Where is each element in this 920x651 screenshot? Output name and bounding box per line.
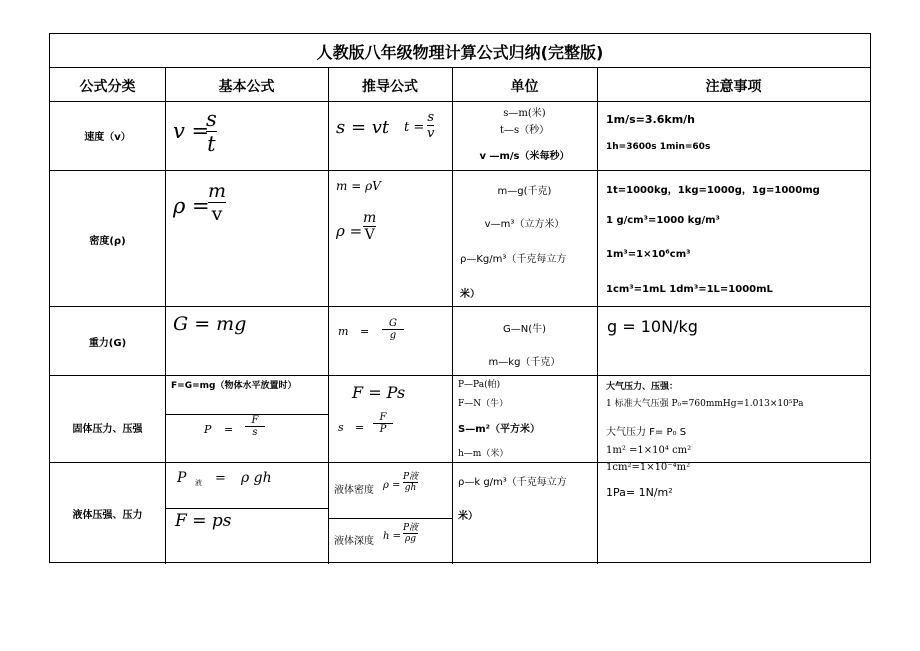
speed-derived-2-lhs: t = bbox=[404, 120, 425, 135]
density-basic-num: m bbox=[208, 180, 227, 202]
liquid-basic-eq: = bbox=[215, 471, 226, 486]
gravity-derived-eq: = bbox=[360, 325, 370, 338]
header-notes: 注意事项 bbox=[705, 79, 762, 95]
speed-derived-1: s = vt bbox=[336, 117, 390, 138]
density-derived-2-num: m bbox=[363, 210, 377, 226]
page-title: 人教版八年级物理计算公式归纳(完整版) bbox=[316, 43, 604, 62]
liquid-derived-1-num: P液 bbox=[403, 472, 419, 482]
gravity-unit-2: m—kg（千克） bbox=[488, 357, 561, 368]
speed-derived-2-den: v bbox=[427, 126, 435, 141]
category-density: 密度(ρ) bbox=[89, 236, 126, 247]
gravity-unit-1: G—N(牛) bbox=[502, 324, 547, 335]
liquid-derived-2-lhs: h = bbox=[383, 531, 401, 542]
row-divider bbox=[50, 101, 870, 102]
row-divider bbox=[50, 375, 870, 376]
solid-basic-fraction bbox=[245, 415, 265, 438]
liquid-derived-1-den: gh bbox=[404, 483, 417, 493]
solid-unit-1: P—Pa(帕) bbox=[458, 380, 501, 390]
liquid-basic-rhs: ρ gh bbox=[241, 470, 272, 486]
liquid-derived-2-label: 液体深度 bbox=[334, 536, 374, 547]
solid-derived-eq: = bbox=[355, 421, 365, 434]
category-speed: 速度（v） bbox=[84, 132, 131, 143]
speed-unit-1: s—m(米) bbox=[503, 108, 546, 119]
liquid-basic-lhs: P bbox=[177, 470, 187, 486]
liquid-derived-2-den: ρg bbox=[405, 534, 417, 544]
speed-basic-lhs: v = bbox=[173, 119, 210, 143]
solid-derived-num: F bbox=[379, 412, 387, 423]
density-basic-den: v bbox=[211, 203, 223, 225]
liquid-derived-2-fraction bbox=[403, 520, 418, 544]
solid-unit-6: 米） bbox=[458, 511, 478, 522]
solid-basic-eq: = bbox=[224, 423, 234, 436]
speed-unit-2: t—s（秒） bbox=[499, 125, 550, 136]
solid-derived-den: P bbox=[379, 424, 387, 435]
solid-note-4: 1m² =1×10⁴ cm² bbox=[606, 445, 692, 456]
solid-note-6: 1Pa= 1N/m² bbox=[606, 486, 673, 499]
density-derived-1: m = ρV bbox=[336, 179, 381, 193]
density-unit-4: 米） bbox=[460, 289, 480, 300]
liquid-basic-sub: 液 bbox=[195, 479, 202, 487]
col-divider bbox=[452, 67, 453, 564]
solid-note-1: 大气压力、压强： bbox=[606, 382, 679, 392]
gravity-derived-fraction bbox=[382, 318, 404, 341]
density-derived-2-den: V bbox=[364, 227, 375, 243]
solid-note-2: 1 标准大气压强 P₀=760mmHg=1.013×10⁵Pa bbox=[606, 399, 804, 409]
speed-basic-num: s bbox=[206, 107, 217, 131]
solid-unit-5: ρ—k g/m³（千克每立方 bbox=[458, 477, 567, 488]
liquid-derived-1-lhs: ρ = bbox=[383, 480, 401, 491]
liquid-basic-bottom: F = ps bbox=[175, 511, 232, 531]
solid-note-5: 1cm²=1×10⁻⁴m² bbox=[606, 462, 691, 473]
density-basic-fraction bbox=[208, 180, 226, 225]
solid-unit-4: h—m（米） bbox=[458, 449, 509, 459]
solid-derived-fraction bbox=[373, 412, 393, 435]
solid-unit-3: S—m²（平方米） bbox=[458, 424, 541, 435]
category-liquid: 液体压强、压力 bbox=[72, 510, 143, 521]
col-divider bbox=[165, 67, 166, 564]
col-divider bbox=[597, 67, 598, 564]
speed-note-2: 1h=3600s 1min=60s bbox=[606, 142, 711, 152]
speed-derived-2-num: s bbox=[427, 110, 435, 125]
density-derived-2-lhs: ρ = bbox=[336, 222, 363, 240]
speed-unit-3: v —m/s（米每秒） bbox=[479, 151, 570, 162]
density-unit-3: ρ—Kg/m³（千克每立方 bbox=[460, 254, 567, 265]
density-note-4: 1cm³=1mL 1dm³=1L=1000mL bbox=[606, 284, 773, 295]
speed-derived-2-fraction bbox=[427, 110, 434, 141]
density-unit-2: v—m³（立方米） bbox=[484, 219, 565, 230]
gravity-note-1: g = 10N/kg bbox=[607, 317, 698, 336]
solid-basic-top: F=G=mg（物体水平放置时） bbox=[171, 381, 297, 391]
speed-basic-fraction bbox=[206, 107, 217, 156]
row-divider bbox=[50, 67, 870, 68]
density-note-2: 1 g/cm³=1000 kg/m³ bbox=[606, 215, 720, 226]
density-note-1: 1t=1000kg，1kg=1000g，1g=1000mg bbox=[606, 185, 820, 196]
row-divider bbox=[328, 518, 452, 519]
header-derived: 推导公式 bbox=[362, 79, 418, 95]
col-divider bbox=[328, 67, 329, 564]
speed-note-1: 1m/s=3.6km/h bbox=[606, 113, 696, 126]
gravity-derived-num: G bbox=[389, 318, 397, 329]
row-divider bbox=[50, 462, 870, 463]
liquid-derived-1-label: 液体密度 bbox=[334, 485, 374, 496]
gravity-derived-den: g bbox=[389, 330, 397, 341]
header-category: 公式分类 bbox=[79, 79, 136, 95]
solid-basic-den: s bbox=[252, 427, 258, 438]
solid-basic-num: F bbox=[251, 415, 259, 426]
solid-derived-top: F = Ps bbox=[352, 383, 406, 402]
solid-note-3: 大气压力 F= P₀ S bbox=[606, 427, 687, 438]
category-solid: 固体压力、压强 bbox=[72, 424, 143, 435]
solid-unit-2: F—N（牛） bbox=[458, 399, 509, 409]
speed-basic-den: t bbox=[207, 132, 216, 156]
density-unit-1: m—g(千克) bbox=[497, 186, 552, 197]
row-divider bbox=[165, 508, 328, 509]
solid-basic-lhs: P bbox=[204, 423, 212, 436]
gravity-basic: G = mg bbox=[173, 313, 247, 335]
gravity-derived-lhs: m bbox=[338, 325, 349, 338]
formula-table bbox=[49, 33, 871, 563]
density-note-3: 1m³=1×10⁶cm³ bbox=[606, 249, 691, 260]
solid-derived-lhs: s bbox=[338, 421, 344, 434]
header-basic: 基本公式 bbox=[218, 79, 275, 95]
category-gravity: 重力(G) bbox=[88, 338, 127, 349]
row-divider bbox=[50, 170, 870, 171]
density-derived-2-fraction bbox=[363, 210, 376, 243]
row-divider bbox=[50, 306, 870, 307]
density-basic-lhs: ρ = bbox=[173, 194, 210, 218]
header-unit: 单位 bbox=[510, 79, 539, 95]
liquid-derived-2-num: P液 bbox=[403, 523, 419, 533]
liquid-derived-1-fraction bbox=[403, 469, 418, 493]
